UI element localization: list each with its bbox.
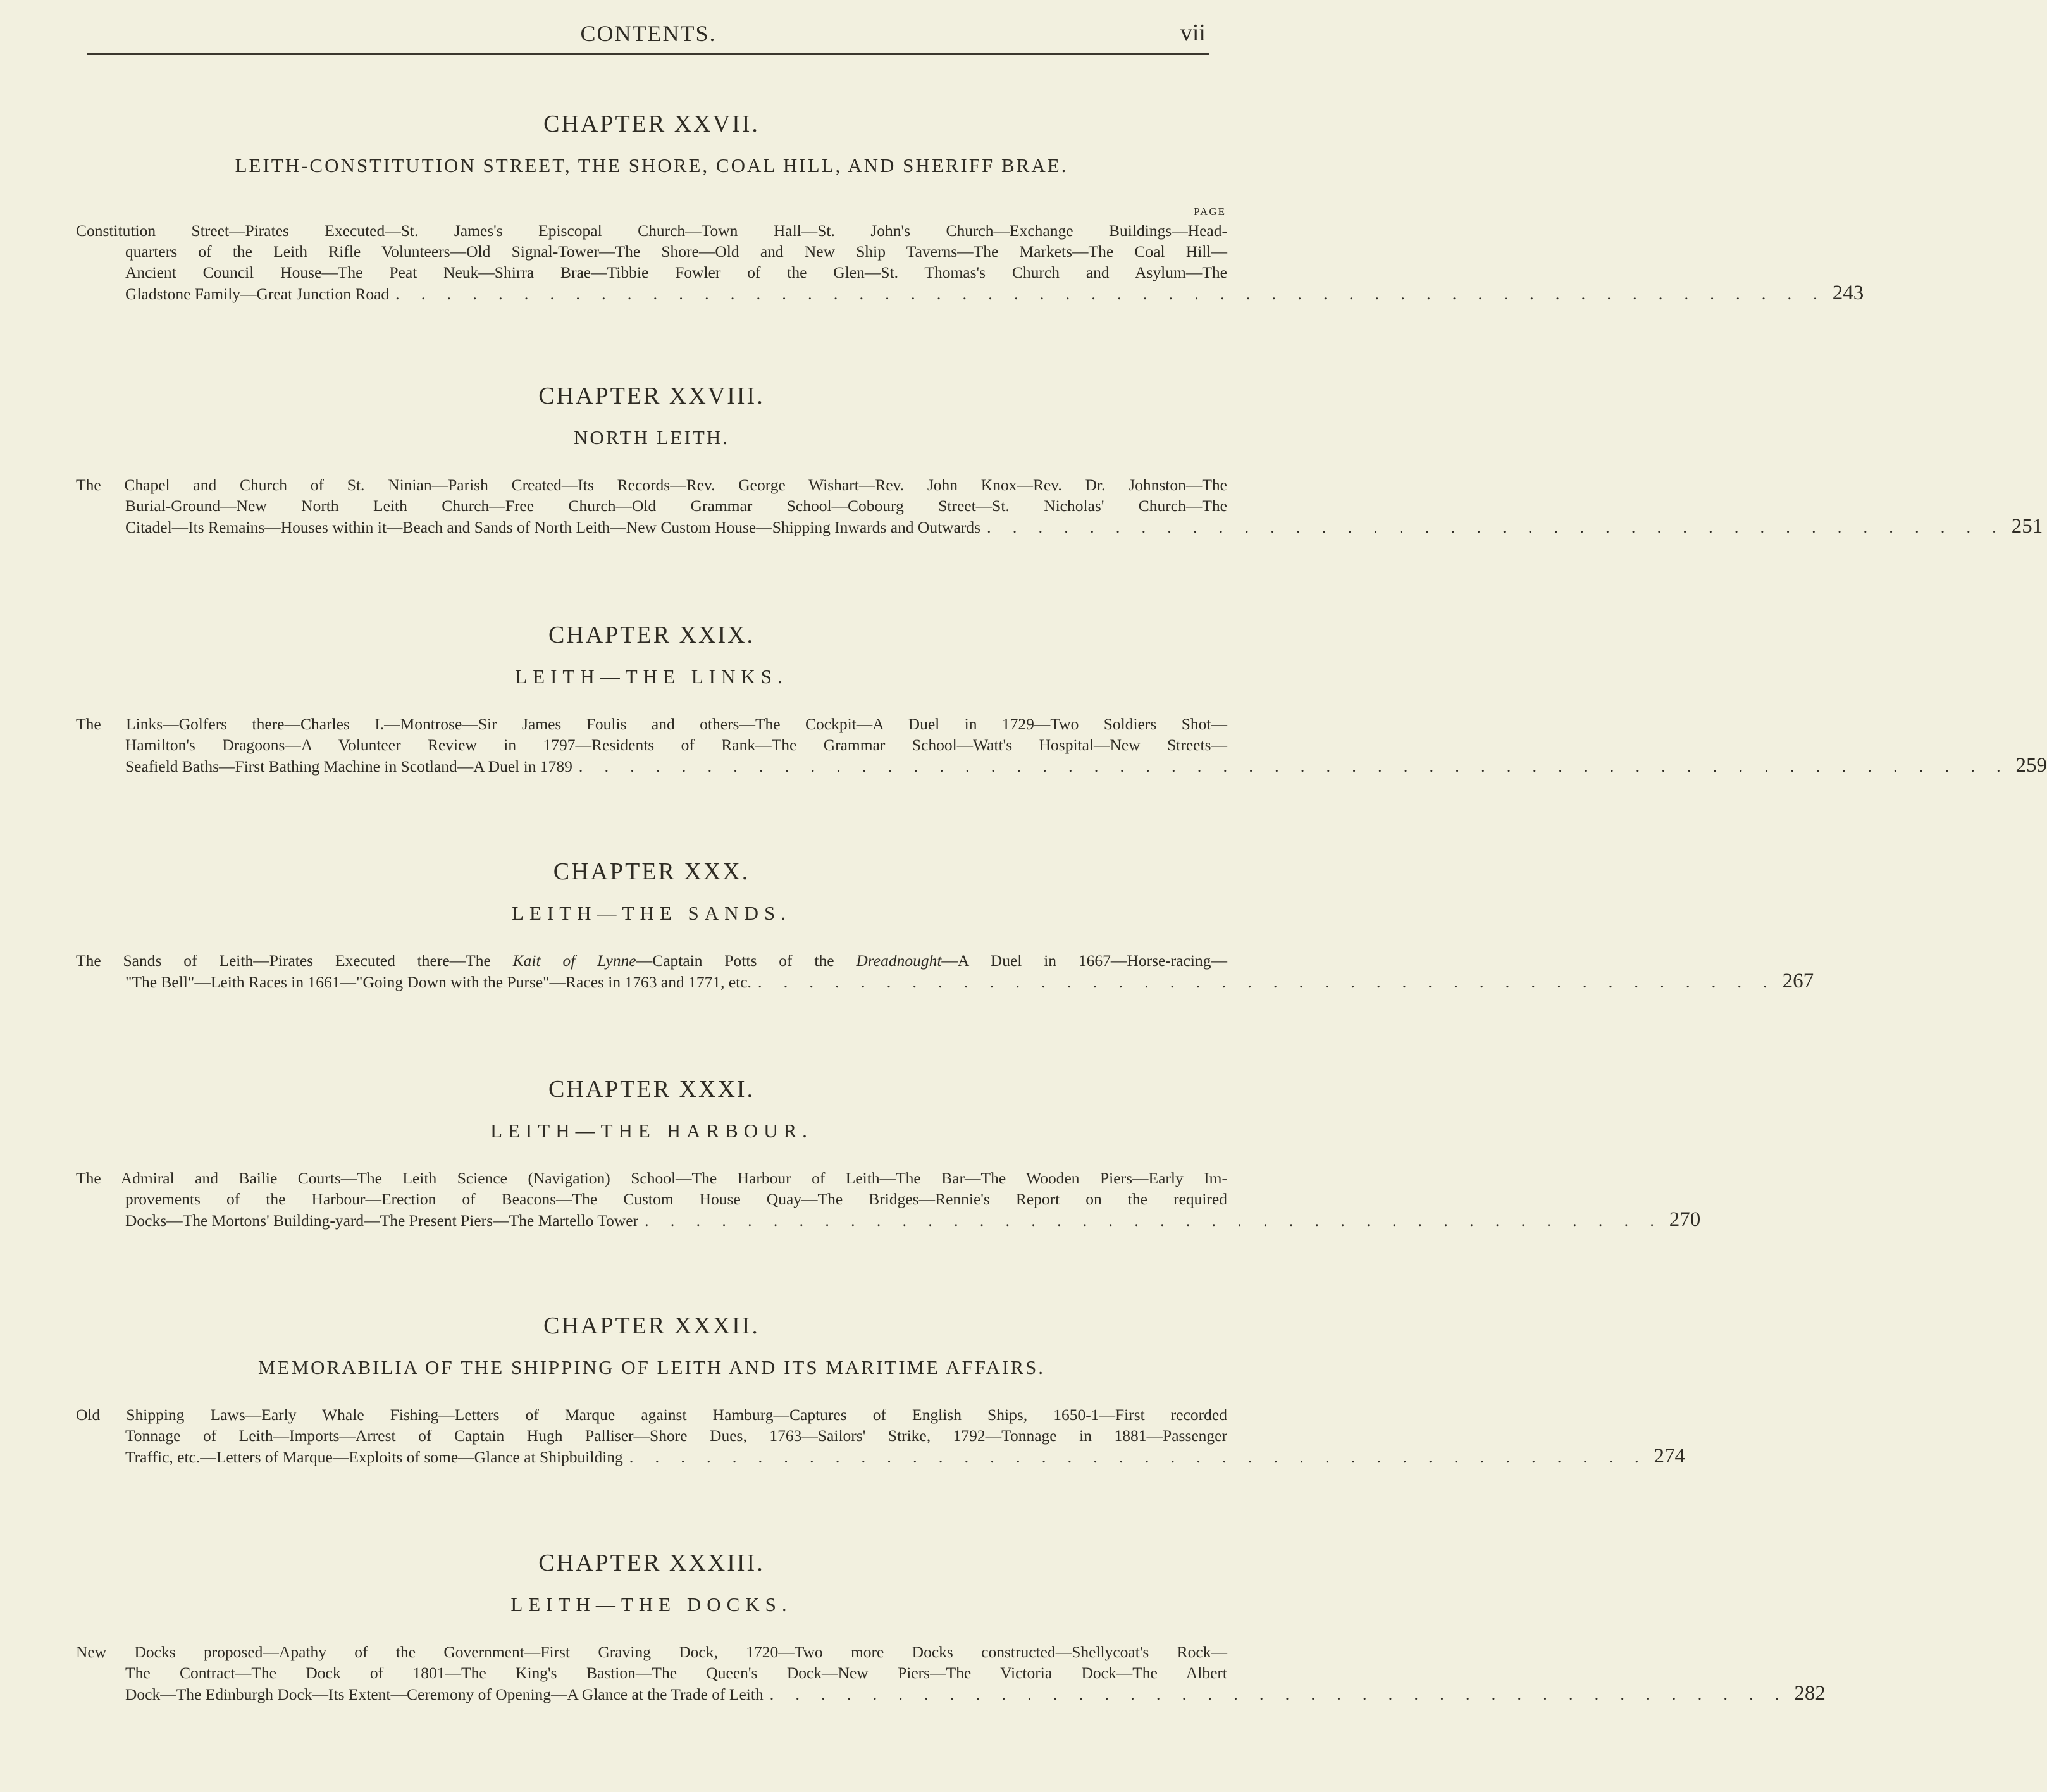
- chapter-summary: [76, 474, 2043, 538]
- chapter-27: [76, 108, 1864, 335]
- ship-name-dreadnought: Dreadnought: [856, 951, 942, 970]
- dot-leader: . . . . . . . . . . . . . . . . . . . . . . . . . . . . . . . . . . . . . . . .: [987, 518, 2005, 536]
- summary-last-line: [76, 1208, 1701, 1231]
- chapter-number: CHAPTER XXXI.: [548, 1076, 755, 1103]
- summary-line: Tonnage of Leith—Imports—Arrest of Captain Hugh Palliser—Shore Dues, 1763—Sailors' Strike, 1792—Tonnage in 1881—Passenger: [125, 1426, 1227, 1445]
- chapter-30: [76, 855, 1814, 1001]
- chapter-number: CHAPTER XXVII.: [543, 111, 760, 137]
- chapter-title: LEITH—THE DOCKS.: [510, 1593, 793, 1616]
- chapter-summary: [76, 1404, 1685, 1468]
- chapter-summary: [76, 220, 1864, 304]
- summary-line: quarters of the Leith Rifle Volunteers—Old Signal-Tower—The Shore—Old and New Ship Taverns—The Markets—The Coal Hill—: [125, 242, 1227, 261]
- dot-leader: . . . . . . . . . . . . . . . . . . . . . . . . . . . . . . . . . . . . . . . .: [629, 1448, 1648, 1466]
- summary-line: provements of the Harbour—Erection of Beacons—The Custom House Quay—The Bridges—Rennie's Report on the required: [125, 1190, 1227, 1208]
- summary-last-line: [76, 1682, 1826, 1705]
- summary-last-line: [76, 515, 2043, 538]
- summary-line: The Admiral and Bailie Courts—The Leith Science (Navigation) School—The Harbour of Leith—The Bar—The Wooden Piers—Early Im-: [76, 1169, 1227, 1187]
- chapter-summary: [76, 1168, 1701, 1231]
- summary-last-line: [76, 1445, 1685, 1468]
- chapter-28: [76, 380, 2043, 544]
- chapter-summary: [76, 714, 2047, 777]
- page-number: 243: [1832, 281, 1864, 304]
- ship-name-kait-of-lynne: Kait of Lynne: [512, 951, 636, 970]
- summary-line: Ancient Council House—The Peat Neuk—Shirra Brae—Tibbie Fowler of the Glen—St. Thomas's Church and Asylum—The: [125, 263, 1227, 281]
- folio-number: vii: [1180, 20, 1206, 46]
- chapter-number: CHAPTER XXXII.: [543, 1313, 760, 1339]
- summary-last-line: [76, 754, 2047, 777]
- summary-line: Constitution Street—Pirates Executed—St. James's Episcopal Church—Town Hall—St. John's Church—Exchange Buildings—Head-: [76, 221, 1227, 240]
- chapter-summary: [76, 1641, 1826, 1705]
- running-head: [87, 18, 1209, 55]
- summary-line: Citadel—Its Remains—Houses within it—Beach and Sands of North Leith—New Custom House—Shipping Inwards and Outwards: [125, 518, 981, 536]
- chapter-33: [76, 1547, 1826, 1711]
- chapter-title: LEITH-CONSTITUTION STREET, THE SHORE, COAL HILL, AND SHERIFF BRAE.: [235, 154, 1068, 176]
- chapter-title: MEMORABILIA OF THE SHIPPING OF LEITH AND ITS MARITIME AFFAIRS.: [257, 1356, 1046, 1378]
- summary-last-line: [76, 970, 1814, 992]
- chapter-number: CHAPTER XXVIII.: [538, 383, 765, 409]
- dot-leader: . . . . . . . . . . . . . . . . . . . . . . . . . . . . . . . . . . . . . . . . . . . . . . . . . . . . . . . .: [395, 285, 1826, 303]
- summary-text: —Captain Potts of the: [636, 951, 857, 970]
- dot-leader: . . . . . . . . . . . . . . . . . . . . . . . . . . . . . . . . . . . . . . . .: [769, 1685, 1788, 1703]
- page-number: 259: [2015, 754, 2047, 777]
- chapter-31: [76, 1073, 1701, 1237]
- page-number: 282: [1794, 1682, 1826, 1705]
- summary-line: Burial-Ground—New North Leith Church—Free Church—Old Grammar School—Cobourg Street—St. Nicholas' Church—The: [125, 497, 1227, 515]
- summary-line: Seafield Baths—First Bathing Machine in Scotland—A Duel in 1789: [125, 757, 572, 776]
- chapter-summary: [76, 950, 1814, 992]
- summary-line: New Docks proposed—Apathy of the Government—First Graving Dock, 1720—Two more Docks constructed—Shellycoat's Rock—: [76, 1643, 1227, 1661]
- summary-line: The Chapel and Church of St. Ninian—Parish Created—Its Records—Rev. George Wishart—Rev. John Knox—Rev. Dr. Johnston—The: [76, 476, 1227, 494]
- summary-line: Old Shipping Laws—Early Whale Fishing—Letters of Marque against Hamburg—Captures of English Ships, 1650-1—First recorded: [76, 1406, 1227, 1424]
- summary-line: Dock—The Edinburgh Dock—Its Extent—Ceremony of Opening—A Glance at the Trade of Leith: [125, 1685, 764, 1703]
- chapter-number: CHAPTER XXIX.: [548, 622, 755, 648]
- page-number: 267: [1782, 970, 1814, 992]
- page-number: 270: [1669, 1208, 1701, 1231]
- chapter-title: NORTH LEITH.: [574, 426, 729, 448]
- dot-leader: . . . . . . . . . . . . . . . . . . . . . . . . . . . . . . . . . . . . . . . . . . . . . . . . . . . . . . . .: [578, 757, 2010, 776]
- dot-leader: . . . . . . . . . . . . . . . . . . . . . . . . . . . . . . . . . . . . . . . .: [757, 973, 1776, 991]
- chapter-32: [76, 1309, 1685, 1474]
- dot-leader: . . . . . . . . . . . . . . . . . . . . . . . . . . . . . . . . . . . . . . . .: [645, 1211, 1663, 1230]
- summary-last-line: [76, 281, 1864, 304]
- summary-text: The Sands of Leith—Pirates Executed there—The: [76, 951, 513, 970]
- chapter-title: LEITH—THE LINKS.: [515, 665, 788, 688]
- page-number: 251: [2011, 515, 2043, 538]
- chapter-number: CHAPTER XXXIII.: [538, 1550, 765, 1576]
- summary-line: Hamilton's Dragoons—A Volunteer Review in 1797—Residents of Rank—The Grammar School—Watt's Hospital—New Streets—: [125, 736, 1227, 754]
- chapter-number: CHAPTER XXX.: [553, 858, 750, 885]
- summary-line: The Links—Golfers there—Charles I.—Montrose—Sir James Foulis and others—The Cockpit—A Duel in 1729—Two Soldiers Shot—: [76, 715, 1227, 733]
- summary-line: The Contract—The Dock of 1801—The King's Bastion—The Queen's Dock—New Piers—The Victoria Dock—The Albert: [125, 1664, 1227, 1682]
- chapter-29: [76, 619, 2047, 783]
- chapter-title: LEITH—THE SANDS.: [512, 902, 791, 924]
- summary-line: Gladstone Family—Great Junction Road: [125, 285, 390, 303]
- summary-line: "The Bell"—Leith Races in 1661—"Going Down with the Purse"—Races in 1763 and 1771, etc.: [125, 973, 751, 991]
- page-number: 274: [1654, 1445, 1685, 1468]
- summary-line: Docks—The Mortons' Building-yard—The Present Piers—The Martello Tower: [125, 1211, 639, 1230]
- chapter-title: LEITH—THE HARBOUR.: [490, 1120, 813, 1142]
- page-column-label: PAGE: [1194, 206, 1226, 218]
- summary-line-with-italics: [76, 950, 1227, 971]
- page-title: CONTENTS.: [580, 21, 717, 46]
- summary-line: Traffic, etc.—Letters of Marque—Exploits of some—Glance at Shipbuilding: [125, 1448, 623, 1466]
- summary-text: —A Duel in 1667—Horse-racing—: [941, 951, 1228, 970]
